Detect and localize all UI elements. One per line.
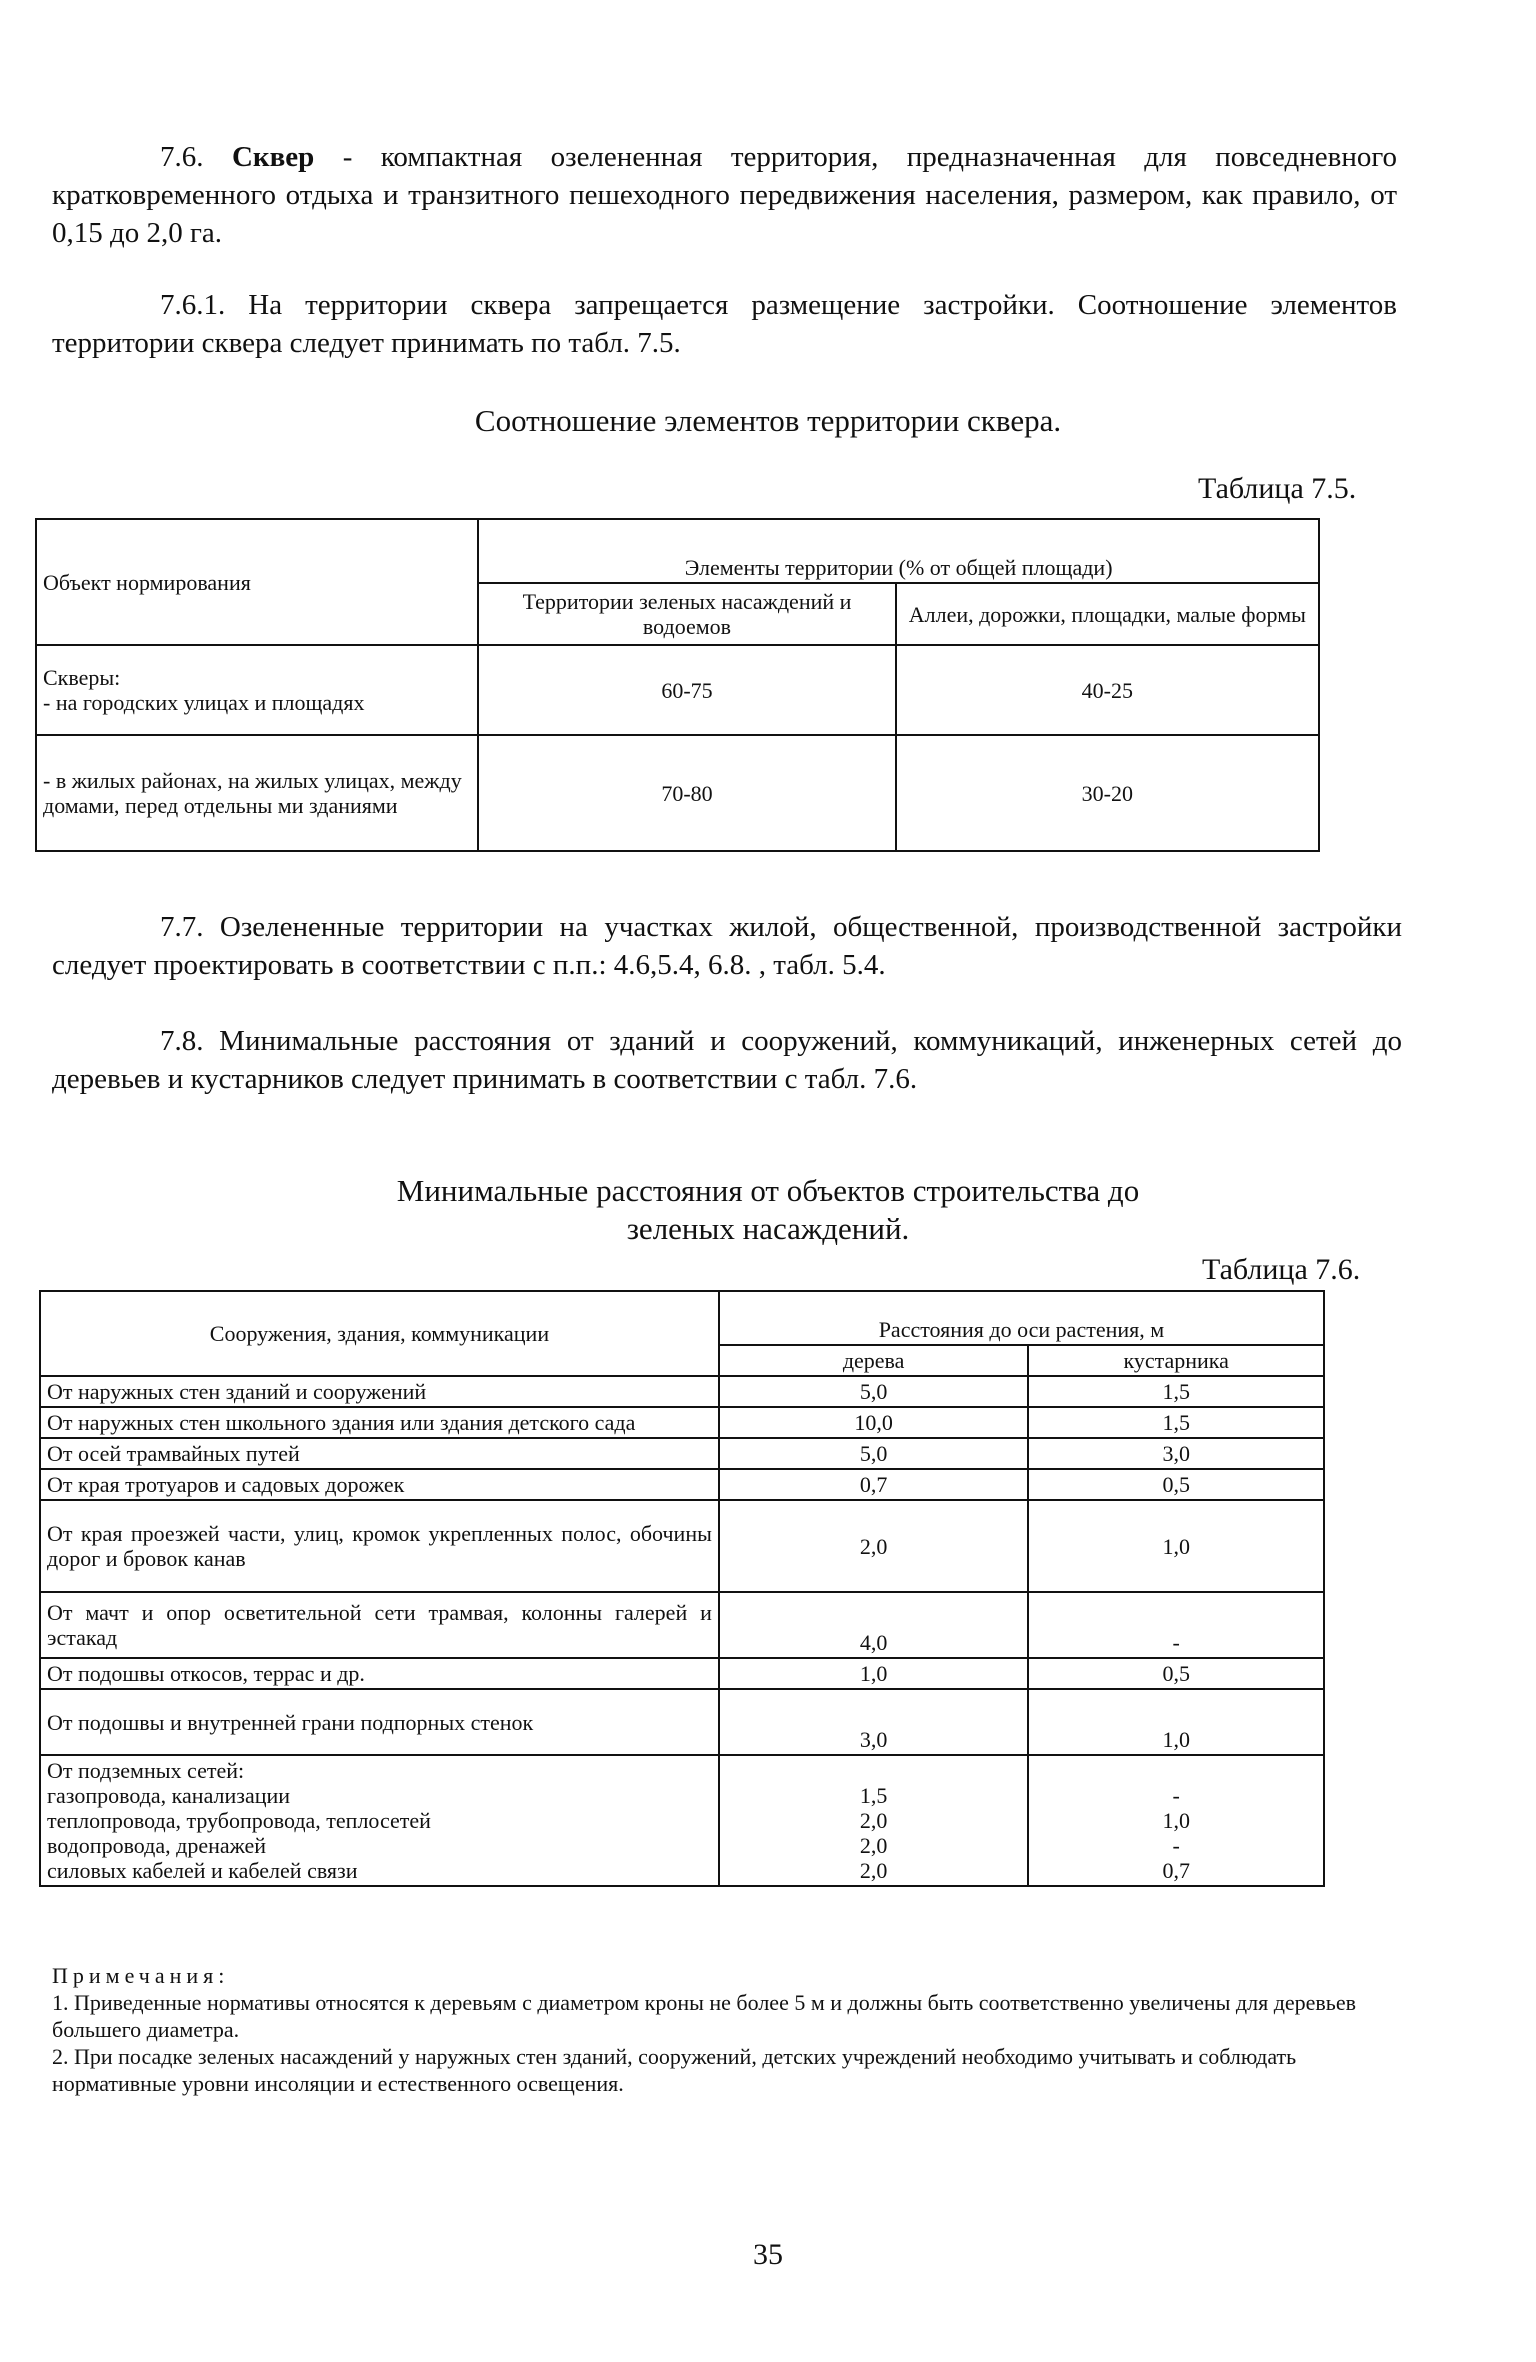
section-7-8 — [52, 1022, 1402, 1098]
table-7-6-row5-v2: 1,0 — [1028, 1500, 1324, 1592]
table-7-6-row4-v1: 0,7 — [719, 1469, 1029, 1500]
table-7-5-row1-name: Скверы: - на городских улицах и площадях — [36, 645, 478, 735]
notes-heading: Примечания: — [52, 1963, 230, 1988]
table-7-6-row7-v2: 0,5 — [1028, 1658, 1324, 1689]
table-7-5 — [35, 518, 1320, 852]
table-7-6-row2-v2: 1,5 — [1028, 1407, 1324, 1438]
table-7-6-net1-name: газопровода, канализации — [47, 1783, 291, 1808]
table-row — [40, 1500, 1324, 1592]
table-row — [40, 1469, 1324, 1500]
table-7-6-row8-v2: 1,0 — [1028, 1689, 1324, 1755]
table-7-6-row7-name: От подошвы откосов, террас и др. — [40, 1658, 719, 1689]
table-7-6-caption-line1: Минимальные расстояния от объектов строительства до — [396, 1173, 1140, 1208]
table-7-5-label: Таблица 7.5. — [1198, 472, 1357, 505]
table-7-5-row2-name: - в жилых районах, на жилых улицах, между домами, перед отдельны ми зданиями — [36, 735, 478, 851]
table-7-5-row2-v2: 30-20 — [896, 735, 1319, 851]
notes — [52, 1962, 1412, 2097]
table-7-5-header-col1: Территории зеленых насаждений и водоемов — [478, 583, 895, 645]
table-7-6-row4-v2: 0,5 — [1028, 1469, 1324, 1500]
table-7-5-row2-v1: 70-80 — [478, 735, 895, 851]
note-2: 2. При посадке зеленых насаждений у наружных стен зданий, сооружений, детских учреждений необходимо учитывать и соблюдать нормативные уровни инсоляции и естественного освещения. — [52, 2044, 1297, 2096]
table-7-6-row1-v2: 1,5 — [1028, 1376, 1324, 1407]
table-7-6-net2-v1: 2,0 — [859, 1808, 888, 1833]
table-row — [40, 1407, 1324, 1438]
section-7-6-1 — [52, 286, 1397, 362]
table-7-6-header-object: Сооружения, здания, коммуникации — [40, 1291, 719, 1376]
section-7-7 — [52, 908, 1402, 984]
section-7-7-text: 7.7. Озелененные территории на участках жилой, общественной, производственной застройки следует проектировать в соответствии с п.п.: 4.6,5.4, 6.8. , табл. 5.4. — [52, 911, 1402, 981]
table-7-5-row1-v2: 40-25 — [896, 645, 1319, 735]
table-7-6-row1-name: От наружных стен зданий и сооружений — [40, 1376, 719, 1407]
table-7-6-header-col1: дерева — [719, 1345, 1029, 1376]
table-7-6-header-group: Расстояния до оси растения, м — [719, 1291, 1324, 1345]
section-7-6-text: - компактная озелененная территория, предназначенная для повседневного кратковременного отдыха и транзитного пешеходного передвижения населения, размером, как правило, от 0,15 до 2,0 га. — [52, 141, 1398, 249]
table-7-6-net3-v1: 2,0 — [859, 1833, 888, 1858]
table-7-6-row7-v1: 1,0 — [719, 1658, 1029, 1689]
section-7-6 — [52, 138, 1397, 252]
table-7-6-net1-v1: 1,5 — [859, 1783, 888, 1808]
section-7-6-term: Сквер — [231, 141, 315, 173]
table-7-5-header-object: Объект нормирования — [36, 519, 478, 645]
table-7-6-net2-v2: 1,0 — [1162, 1808, 1190, 1833]
table-row — [40, 1592, 1324, 1658]
table-7-6-row8-name: От подошвы и внутренней грани подпорных стенок — [40, 1689, 719, 1755]
table-7-5-header-group: Элементы территории (% от общей площади) — [478, 519, 1319, 583]
table-7-6-net4-v1: 2,0 — [859, 1858, 888, 1883]
table-7-6-net1-v2: - — [1172, 1783, 1180, 1808]
table-7-6-row3-v2: 3,0 — [1028, 1438, 1324, 1469]
table-7-6-net4-name: силовых кабелей и кабелей связи — [47, 1858, 358, 1883]
section-7-6-number: 7.6. — [160, 141, 204, 173]
table-7-6-net3-v2: - — [1172, 1833, 1180, 1858]
table-7-6-row1-v1: 5,0 — [719, 1376, 1029, 1407]
table-7-6-row6-v2: - — [1028, 1592, 1324, 1658]
table-row-networks — [40, 1755, 1324, 1886]
table-7-6-row3-v1: 5,0 — [719, 1438, 1029, 1469]
table-row — [40, 1376, 1324, 1407]
section-7-8-text: 7.8. Минимальные расстояния от зданий и сооружений, коммуникаций, инженерных сетей до деревьев и кустарников следует принимать в соответствии с табл. 7.6. — [52, 1025, 1402, 1095]
table-7-6-caption-line2: зеленых насаждений. — [626, 1211, 910, 1246]
table-7-5-row1-v1: 60-75 — [478, 645, 895, 735]
table-row — [40, 1438, 1324, 1469]
page-number: 35 — [753, 2238, 783, 2271]
table-7-6-label: Таблица 7.6. — [1202, 1253, 1361, 1286]
table-7-6 — [39, 1290, 1325, 1887]
table-7-6-header-col2: кустарника — [1028, 1345, 1324, 1376]
table-row — [36, 645, 1319, 735]
table-7-6-row4-name: От края тротуаров и садовых дорожек — [40, 1469, 719, 1500]
table-7-6-row8-v1: 3,0 — [719, 1689, 1029, 1755]
table-7-6-row2-v1: 10,0 — [719, 1407, 1029, 1438]
table-7-5-header-col2: Аллеи, дорожки, площадки, малые формы — [896, 583, 1319, 645]
table-7-6-net4-v2: 0,7 — [1162, 1858, 1190, 1883]
table-7-5-caption: Соотношение элементов территории сквера. — [474, 403, 1062, 438]
section-7-6-1-text: 7.6.1. На территории сквера запрещается размещение застройки. Соотношение элементов территории сквера следует принимать по табл. 7.5. — [52, 289, 1397, 359]
table-7-6-row5-name: От края проезжей части, улиц, кромок укрепленных полос, обочины дорог и бровок канав — [40, 1500, 719, 1592]
table-7-6-row5-v1: 2,0 — [719, 1500, 1029, 1592]
table-7-6-networks-title: От подземных сетей: — [47, 1758, 245, 1783]
table-7-6-net3-name: водопровода, дренажей — [47, 1833, 267, 1858]
table-row — [40, 1658, 1324, 1689]
table-row — [40, 1689, 1324, 1755]
table-row — [36, 735, 1319, 851]
note-1: 1. Приведенные нормативы относятся к деревьям с диаметром кроны не более 5 м и должны быть соответственно увеличены для деревьев большего диаметра. — [52, 1990, 1356, 2042]
table-7-6-net2-name: теплопровода, трубопровода, теплосетей — [47, 1808, 431, 1833]
table-7-6-row6-v1: 4,0 — [719, 1592, 1029, 1658]
table-7-6-row2-name: От наружных стен школьного здания или здания детского сада — [40, 1407, 719, 1438]
table-7-6-row6-name: От мачт и опор осветительной сети трамвая, колонны галерей и эстакад — [40, 1592, 719, 1658]
table-7-6-row3-name: От осей трамвайных путей — [40, 1438, 719, 1469]
